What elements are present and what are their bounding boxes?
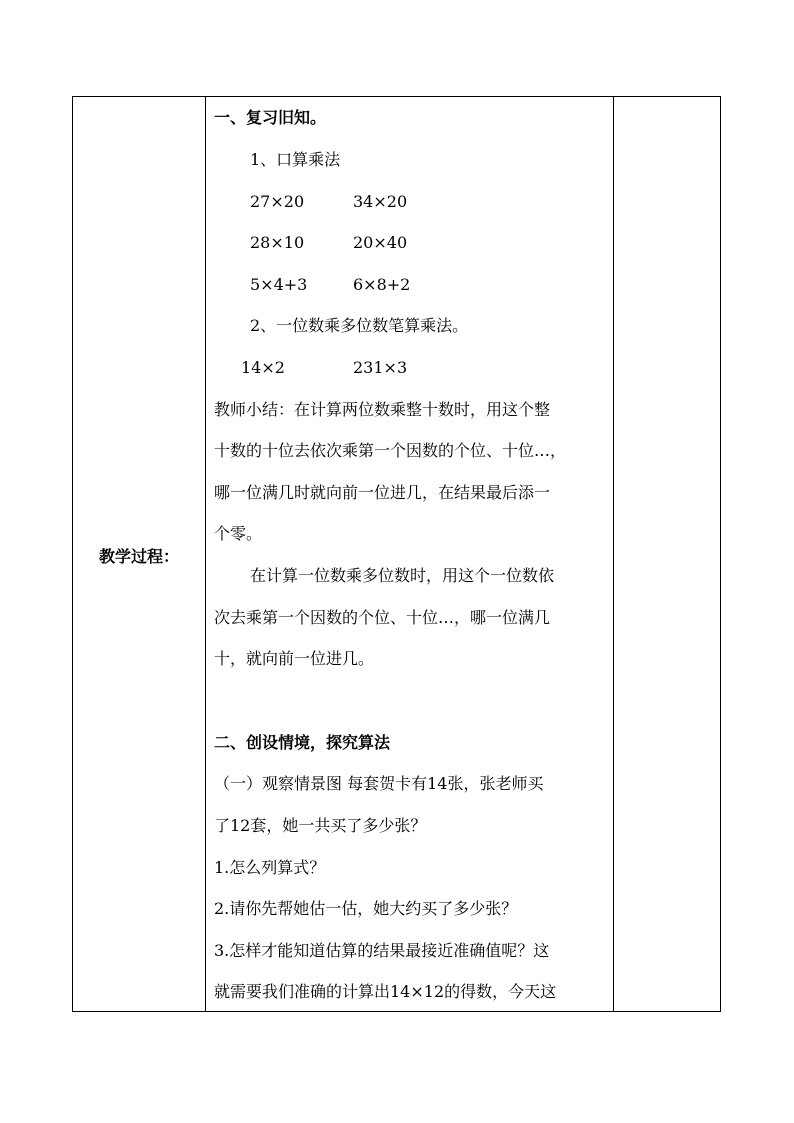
lesson-table bbox=[72, 96, 721, 1012]
summary-line: 教师小结：在计算两位数乘整十数时，用这个整 bbox=[214, 400, 551, 419]
question-1: 1.怎么列算式？ bbox=[214, 858, 326, 877]
calc-expression: 20×40 bbox=[353, 233, 408, 252]
question-2: 2.请你先帮她估一估，她大约买了多少张？ bbox=[214, 899, 518, 918]
written-calc-title: 2、一位数乘多位数笔算乘法。 bbox=[250, 316, 469, 335]
section2-heading: 二、创设情境，探究算法 bbox=[214, 733, 391, 752]
summary2-line: 次去乘第一个因数的个位、十位…，哪一位满几 bbox=[214, 608, 551, 627]
written-expression: 231×3 bbox=[353, 358, 408, 377]
oral-calc-title: 1、口算乘法 bbox=[250, 150, 341, 169]
content-cell bbox=[206, 97, 613, 1011]
calc-expression: 34×20 bbox=[353, 192, 408, 211]
summary2-line: 十，就向前一位进几。 bbox=[214, 649, 375, 668]
section1-heading: 一、复习旧知。 bbox=[214, 108, 327, 127]
question-3-line: 就需要我们准确的计算出14×12的得数，今天这 bbox=[214, 982, 557, 1001]
question-3-line: 3.怎样才能知道估算的结果最接近准确值呢？这 bbox=[214, 941, 550, 960]
label-cell bbox=[73, 97, 205, 1011]
calc-expression: 5×4+3 bbox=[250, 275, 308, 294]
summary-line: 哪一位满几时就向前一位进几，在结果最后添一 bbox=[214, 483, 551, 502]
scenario-line: 了12套，她一共买了多少张？ bbox=[214, 816, 427, 835]
teaching-process-label: 教学过程： bbox=[98, 547, 179, 566]
calc-expression: 6×8+2 bbox=[353, 275, 411, 294]
calc-expression: 27×20 bbox=[250, 192, 305, 211]
written-expression: 14×2 bbox=[241, 358, 285, 377]
calc-expression: 28×10 bbox=[250, 233, 305, 252]
notes-cell bbox=[614, 97, 720, 1011]
scenario-line: （一）观察情景图 每套贺卡有14张，张老师买 bbox=[214, 774, 544, 793]
summary2-line: 在计算一位数乘多位数时，用这个一位数依 bbox=[250, 566, 555, 585]
summary-line: 十数的十位去依次乘第一个因数的个位、十位…， bbox=[214, 441, 567, 460]
summary-line: 个零。 bbox=[214, 524, 263, 543]
